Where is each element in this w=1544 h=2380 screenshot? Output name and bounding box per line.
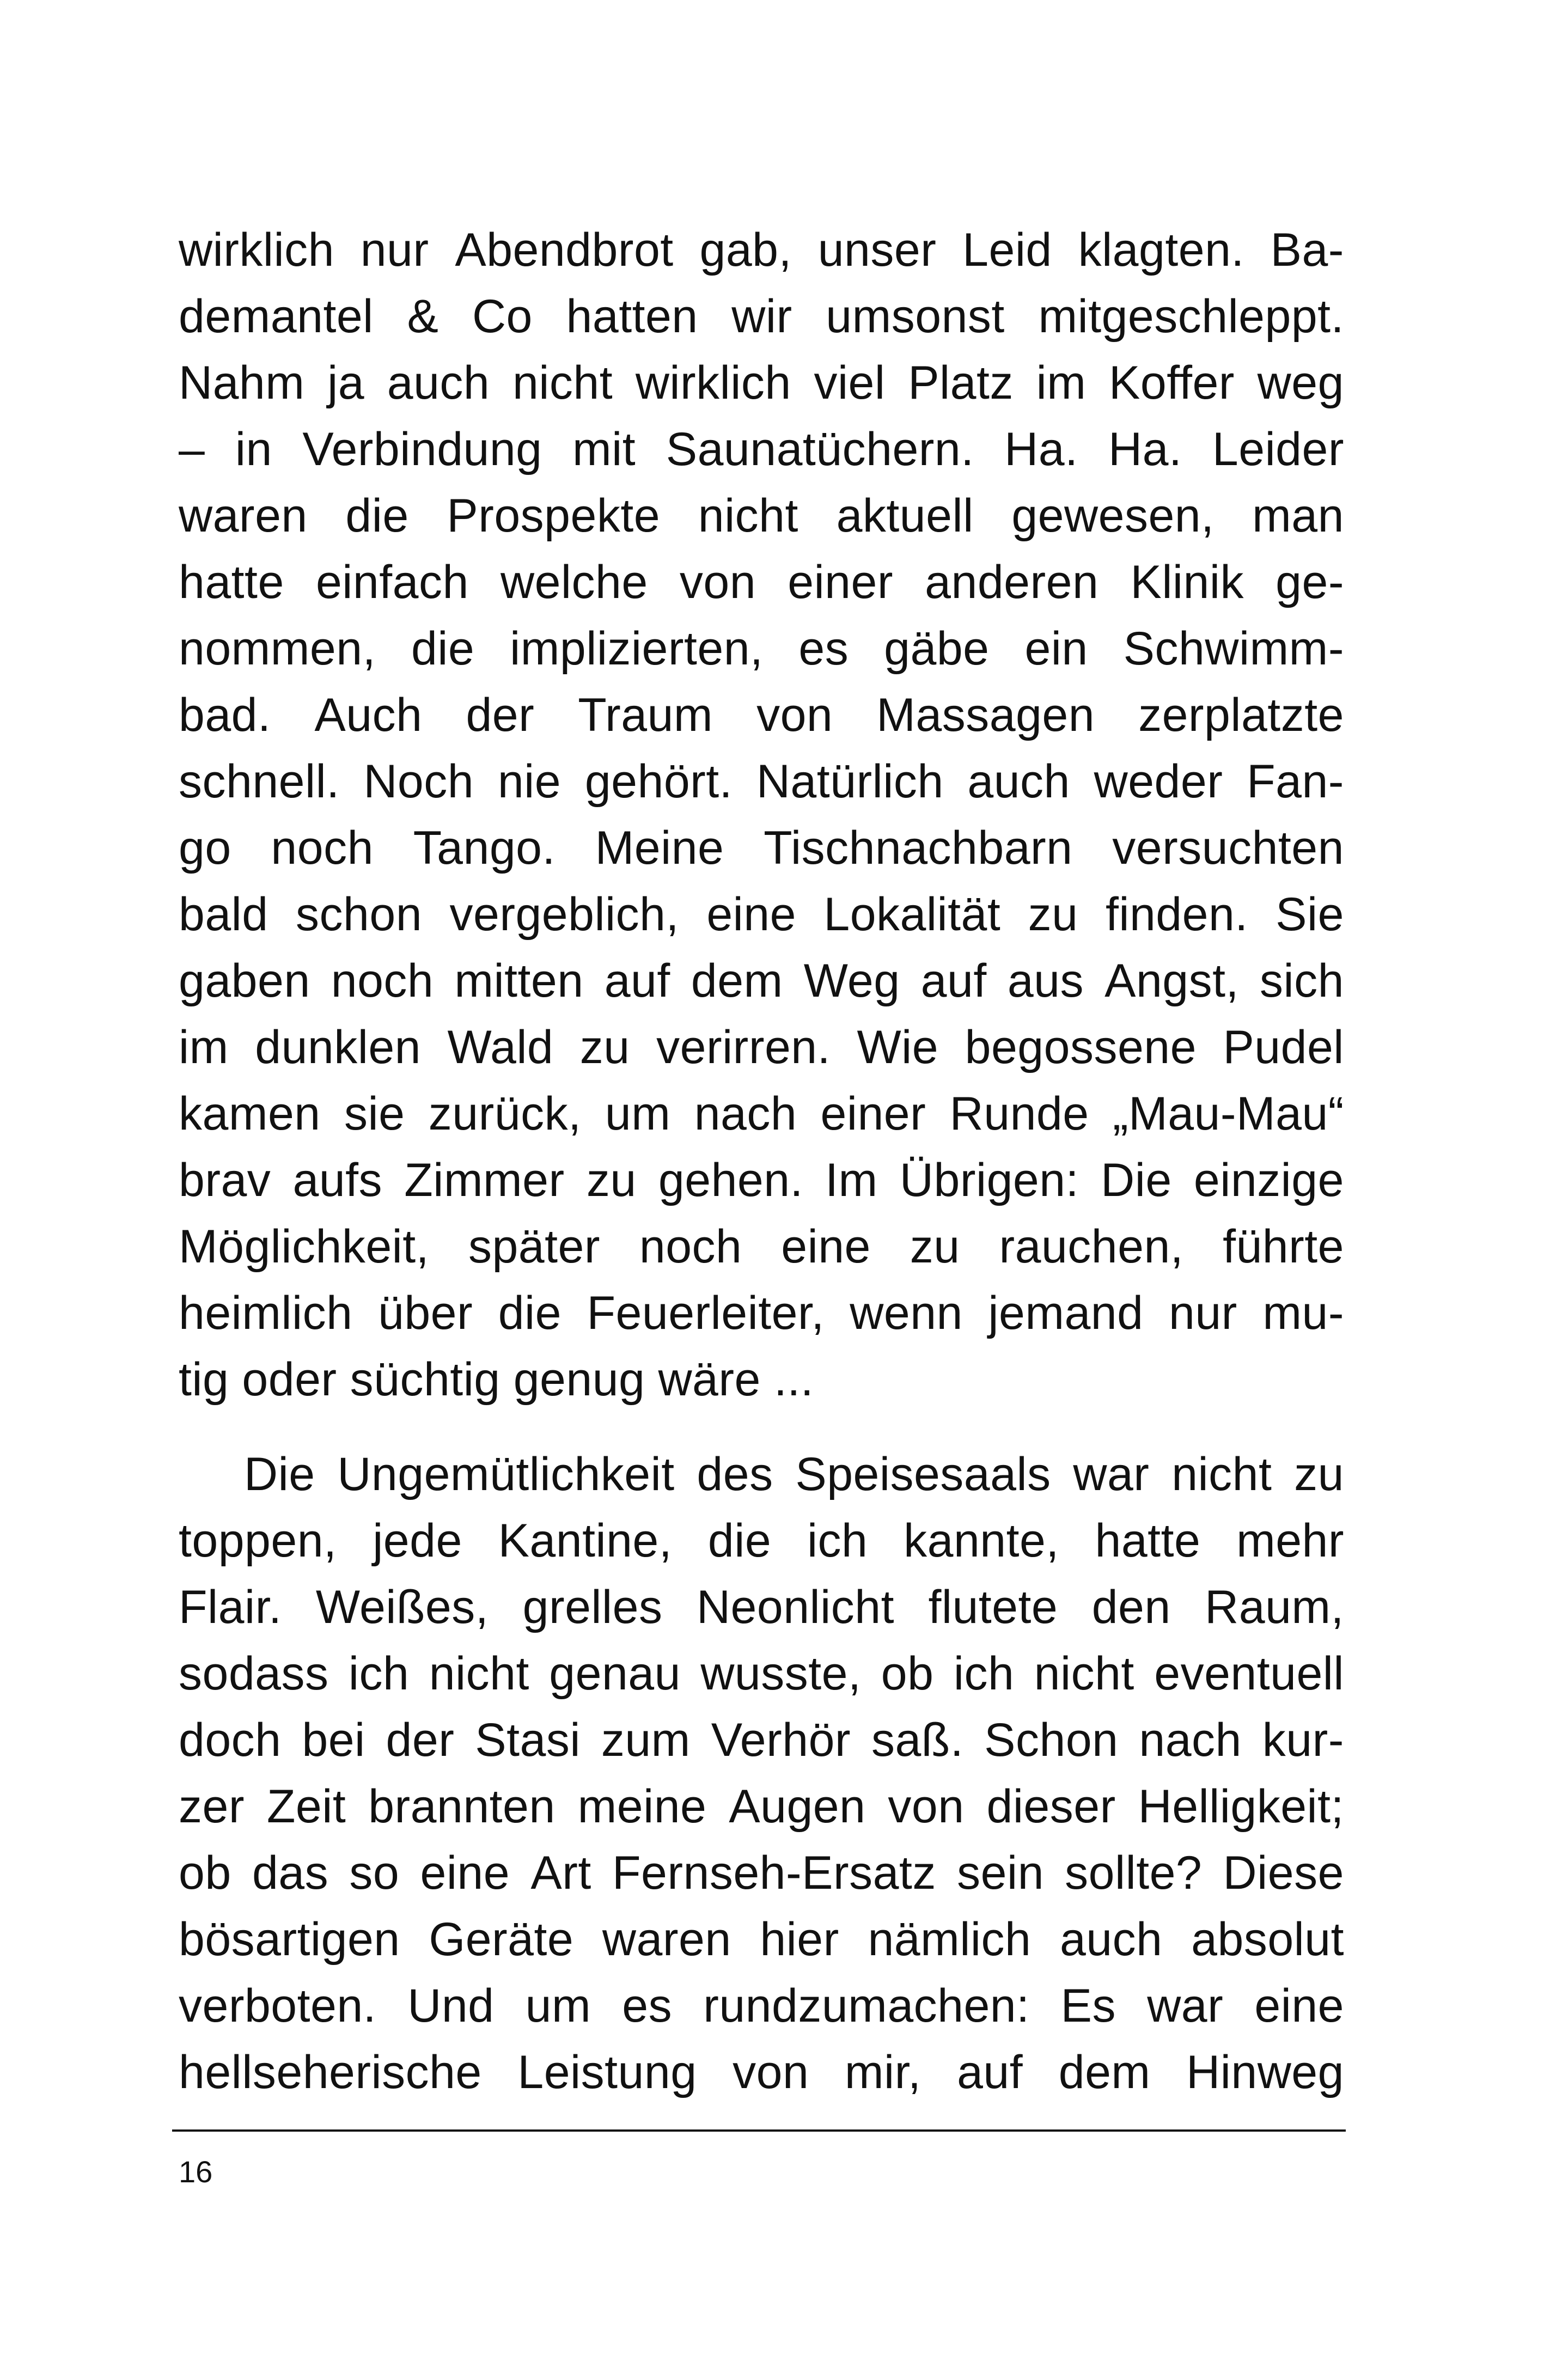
- text-line: [179, 1906, 1344, 1973]
- word: –: [179, 423, 205, 475]
- word: bösartigen: [179, 1913, 400, 1966]
- word: Zeit: [266, 1780, 346, 1833]
- word: Und: [407, 1980, 495, 2032]
- word: gaben: [179, 955, 310, 1007]
- word: go: [179, 822, 231, 874]
- word: genug: [513, 1353, 645, 1406]
- word: heimlich: [179, 1287, 353, 1339]
- word: Ha.: [1004, 423, 1078, 475]
- word: es: [622, 1980, 673, 2032]
- word: eine: [1254, 1980, 1344, 2032]
- word: Schon: [984, 1714, 1119, 1766]
- text-line: [179, 615, 1344, 682]
- word: Platz: [908, 357, 1014, 409]
- text-line: [179, 350, 1344, 416]
- word: Art: [530, 1847, 591, 1899]
- word: aktuell: [836, 490, 974, 542]
- text-line: [179, 1973, 1344, 2039]
- text-line: [179, 1508, 1344, 1574]
- word: Ungemütlichkeit: [337, 1448, 675, 1500]
- page-number: 16: [179, 2155, 213, 2189]
- word: auf: [920, 955, 987, 1007]
- word: sollte?: [1065, 1847, 1203, 1899]
- word: aufs: [292, 1154, 383, 1206]
- word: grelles: [522, 1581, 663, 1633]
- word: Ha.: [1108, 423, 1182, 475]
- word: Runde: [949, 1088, 1089, 1140]
- word: brannten: [368, 1780, 556, 1833]
- word: hatten: [566, 290, 698, 343]
- word: schnell.: [179, 755, 340, 808]
- word: zu: [579, 1021, 630, 1073]
- word: Helligkeit;: [1138, 1780, 1344, 1833]
- word: ich: [807, 1515, 868, 1567]
- word: implizierten,: [510, 623, 764, 675]
- word: meine: [577, 1780, 707, 1833]
- word: „Mau-Mau“: [1112, 1088, 1344, 1140]
- word: von: [888, 1780, 965, 1833]
- word: genau: [549, 1647, 681, 1700]
- word: dunklen: [255, 1021, 422, 1073]
- word: im: [1036, 357, 1087, 409]
- word: im: [179, 1021, 229, 1073]
- body-text: [179, 217, 1344, 2106]
- word: eine: [420, 1847, 510, 1899]
- word: mehr: [1236, 1515, 1344, 1567]
- word: auf: [957, 2046, 1023, 2098]
- word: Meine: [595, 822, 724, 874]
- word: Wie: [857, 1021, 939, 1073]
- text-line: [179, 1707, 1344, 1773]
- word: flutete: [928, 1581, 1058, 1633]
- word: aus: [1007, 955, 1084, 1007]
- word: auf: [604, 955, 670, 1007]
- word: weg: [1257, 357, 1344, 409]
- word: rauchen,: [999, 1220, 1184, 1273]
- word: man: [1252, 490, 1344, 542]
- word: Nahm: [179, 357, 305, 409]
- word: ob: [881, 1647, 934, 1700]
- word: mir,: [844, 2046, 921, 2098]
- word: Die: [244, 1448, 315, 1500]
- word: auch: [967, 755, 1070, 808]
- word: nommen,: [179, 623, 376, 675]
- word: die: [498, 1287, 562, 1339]
- paragraph-1: [179, 217, 1344, 1413]
- word: ob: [179, 1847, 231, 1899]
- text-line: [179, 881, 1344, 948]
- word: Flair.: [179, 1581, 282, 1633]
- word: Raum,: [1205, 1581, 1344, 1633]
- word: von: [756, 689, 833, 741]
- word: zurück,: [428, 1088, 582, 1140]
- word: gäbe: [884, 623, 990, 675]
- word: Traum: [578, 689, 713, 741]
- word: eventuell: [1154, 1647, 1344, 1700]
- word: sich: [1260, 955, 1344, 1007]
- word: rundzumachen:: [703, 1980, 1030, 2032]
- word: nicht: [698, 490, 798, 542]
- word: hatte: [179, 556, 284, 608]
- text-line: [179, 2039, 1344, 2106]
- word: Co: [472, 290, 533, 343]
- word: eine: [706, 888, 796, 941]
- text-line: [179, 1640, 1344, 1707]
- word: Weißes,: [315, 1581, 489, 1633]
- word: verirren.: [656, 1021, 831, 1073]
- word: zu: [586, 1154, 637, 1206]
- word: Möglichkeit,: [179, 1220, 430, 1273]
- word: kannte,: [904, 1515, 1059, 1567]
- word: bei: [302, 1714, 365, 1766]
- word: Leider: [1212, 423, 1344, 475]
- word: die: [411, 623, 475, 675]
- word: von: [733, 2046, 809, 2098]
- word: dem: [691, 955, 783, 1007]
- word: Kantine,: [498, 1515, 673, 1567]
- word: ein: [1024, 623, 1088, 675]
- word: toppen,: [179, 1515, 337, 1567]
- word: über: [378, 1287, 473, 1339]
- word: einer: [820, 1088, 926, 1140]
- word: jede: [373, 1515, 462, 1567]
- word: das: [252, 1847, 329, 1899]
- text-line: [179, 1840, 1344, 1906]
- word: die: [345, 490, 409, 542]
- text-line: [179, 1081, 1344, 1147]
- word: süchtig: [350, 1353, 501, 1406]
- text-line: [179, 283, 1344, 350]
- text-line: [179, 1014, 1344, 1081]
- word: Angst,: [1104, 955, 1239, 1007]
- text-line: [179, 217, 1344, 283]
- word: zum: [601, 1714, 691, 1766]
- word: unser: [817, 224, 937, 276]
- word: zerplatzte: [1138, 689, 1344, 741]
- word: begossene: [965, 1021, 1197, 1073]
- word: gab,: [699, 224, 792, 276]
- word: dem: [1058, 2046, 1151, 2098]
- word: Die: [1101, 1154, 1172, 1206]
- word: Feuerleiter,: [587, 1287, 825, 1339]
- text-line: [179, 1441, 1344, 1508]
- text-line: [179, 549, 1344, 615]
- word: demantel: [179, 290, 374, 343]
- text-line: [179, 948, 1344, 1014]
- word: bald: [179, 888, 268, 941]
- word: sie: [344, 1088, 405, 1140]
- word: ge-: [1276, 556, 1344, 608]
- text-line: [179, 416, 1344, 483]
- word: auch: [387, 357, 490, 409]
- word: in: [235, 423, 272, 475]
- word: Massagen: [876, 689, 1095, 741]
- word: versuchten: [1112, 822, 1344, 874]
- word: Übrigen:: [899, 1154, 1079, 1206]
- word: Diese: [1223, 1847, 1344, 1899]
- word: nicht: [429, 1647, 529, 1700]
- text-line: [179, 1574, 1344, 1640]
- word: der: [386, 1714, 455, 1766]
- word: vergeblich,: [449, 888, 679, 941]
- word: nach: [1139, 1714, 1242, 1766]
- word: finden.: [1105, 888, 1248, 941]
- word: noch: [271, 822, 374, 874]
- word: den: [1091, 1581, 1171, 1633]
- word: waren: [179, 490, 308, 542]
- word: Stasi: [475, 1714, 581, 1766]
- word: wäre: [658, 1353, 761, 1406]
- word: nicht: [1034, 1647, 1134, 1700]
- word: später: [468, 1220, 600, 1273]
- word: Im: [825, 1154, 878, 1206]
- word: weder: [1094, 755, 1223, 808]
- word: Verhör: [711, 1714, 851, 1766]
- text-line: [179, 483, 1344, 549]
- text-line: [179, 682, 1344, 748]
- word: nicht: [512, 357, 613, 409]
- word: zer: [179, 1780, 245, 1833]
- word: um: [525, 1980, 591, 2032]
- word: Schwimm-: [1123, 623, 1344, 675]
- word: ich: [348, 1647, 410, 1700]
- word: wenn: [850, 1287, 963, 1339]
- word: Tango.: [413, 822, 556, 874]
- word: welche: [500, 556, 648, 608]
- word: gehört.: [584, 755, 733, 808]
- word: anderen: [925, 556, 1099, 608]
- word: Fernseh-Ersatz: [612, 1847, 936, 1899]
- word: um: [605, 1088, 671, 1140]
- word: noch: [331, 955, 434, 1007]
- word: Wald: [447, 1021, 554, 1073]
- word: kamen: [179, 1088, 321, 1140]
- word: nie: [497, 755, 562, 808]
- text-line: [179, 1280, 1344, 1346]
- word: Saunatüchern.: [666, 423, 974, 475]
- text-line: [179, 1346, 1344, 1413]
- word: nach: [694, 1088, 797, 1140]
- word: schon: [296, 888, 423, 941]
- word: tig: [179, 1353, 229, 1406]
- word: Verbindung: [302, 423, 542, 475]
- word: mitten: [454, 955, 584, 1007]
- word: Hinweg: [1186, 2046, 1344, 2098]
- word: wusste,: [700, 1647, 862, 1700]
- word: saß.: [871, 1714, 964, 1766]
- word: oder: [242, 1353, 337, 1406]
- word: Zimmer: [404, 1154, 565, 1206]
- word: Natürlich: [756, 755, 944, 808]
- word: Speisesaals: [795, 1448, 1051, 1500]
- word: Fan-: [1247, 755, 1344, 808]
- word: absolut: [1191, 1913, 1344, 1966]
- word: von: [679, 556, 756, 608]
- paragraph-2: [179, 1441, 1344, 2106]
- word: dieser: [986, 1780, 1116, 1833]
- word: &: [407, 290, 439, 343]
- word: des: [697, 1448, 773, 1500]
- word: kur-: [1262, 1714, 1344, 1766]
- text-line: [179, 1773, 1344, 1840]
- word: einzige: [1193, 1154, 1344, 1206]
- word: auch: [1059, 1913, 1163, 1966]
- word: Weg: [803, 955, 900, 1007]
- word: der: [466, 689, 535, 741]
- word: wirklich: [179, 224, 334, 276]
- footer-rule: [172, 2129, 1346, 2132]
- word: gehen.: [658, 1154, 803, 1206]
- word: Tischnachbarn: [764, 822, 1073, 874]
- word: sodass: [179, 1647, 329, 1700]
- word: Leistung: [517, 2046, 697, 2098]
- word: umsonst: [826, 290, 1005, 343]
- word: ...: [773, 1353, 814, 1406]
- word: nur: [1169, 1287, 1237, 1339]
- word: mitgeschleppt.: [1038, 290, 1344, 343]
- word: Auch: [314, 689, 423, 741]
- word: Leid: [962, 224, 1052, 276]
- word: es: [798, 623, 849, 675]
- word: zu: [1294, 1448, 1344, 1500]
- word: sein: [957, 1847, 1044, 1899]
- word: hellseherische: [179, 2046, 482, 2098]
- word: nur: [360, 224, 429, 276]
- word: führte: [1223, 1220, 1344, 1273]
- word: viel: [814, 357, 886, 409]
- word: brav: [179, 1154, 271, 1206]
- word: nämlich: [868, 1913, 1032, 1966]
- word: Koffer: [1109, 357, 1235, 409]
- word: ich: [953, 1647, 1015, 1700]
- text-line: [179, 815, 1344, 881]
- word: Ba-: [1270, 224, 1344, 276]
- word: waren: [602, 1913, 731, 1966]
- word: noch: [639, 1220, 742, 1273]
- word: zu: [910, 1220, 960, 1273]
- word: Lokalität: [823, 888, 1001, 941]
- text-line: [179, 1147, 1344, 1213]
- text-line: [179, 748, 1344, 815]
- word: war: [1073, 1448, 1150, 1500]
- word: war: [1147, 1980, 1224, 2032]
- word: jemand: [988, 1287, 1144, 1339]
- word: eine: [781, 1220, 871, 1273]
- word: gewesen,: [1011, 490, 1215, 542]
- word: wir: [731, 290, 792, 343]
- word: Pudel: [1223, 1021, 1344, 1073]
- word: einer: [788, 556, 893, 608]
- word: bad.: [179, 689, 271, 741]
- word: mu-: [1262, 1287, 1344, 1339]
- word: hatte: [1095, 1515, 1201, 1567]
- word: Augen: [729, 1780, 866, 1833]
- word: klagten.: [1078, 224, 1244, 276]
- word: Neonlicht: [696, 1581, 894, 1633]
- text-line: [179, 1213, 1344, 1280]
- word: Es: [1060, 1980, 1116, 2032]
- word: ja: [327, 357, 365, 409]
- word: Prospekte: [447, 490, 661, 542]
- word: Sie: [1276, 888, 1344, 941]
- word: nicht: [1171, 1448, 1272, 1500]
- word: wirklich: [635, 357, 791, 409]
- word: zu: [1028, 888, 1078, 941]
- word: verboten.: [179, 1980, 377, 2032]
- word: Noch: [363, 755, 474, 808]
- word: mit: [572, 423, 636, 475]
- word: hier: [760, 1913, 839, 1966]
- word: doch: [179, 1714, 282, 1766]
- word: die: [707, 1515, 772, 1567]
- word: Abendbrot: [455, 224, 674, 276]
- word: Klinik: [1130, 556, 1244, 608]
- word: einfach: [315, 556, 469, 608]
- word: so: [349, 1847, 400, 1899]
- word: Geräte: [429, 1913, 574, 1966]
